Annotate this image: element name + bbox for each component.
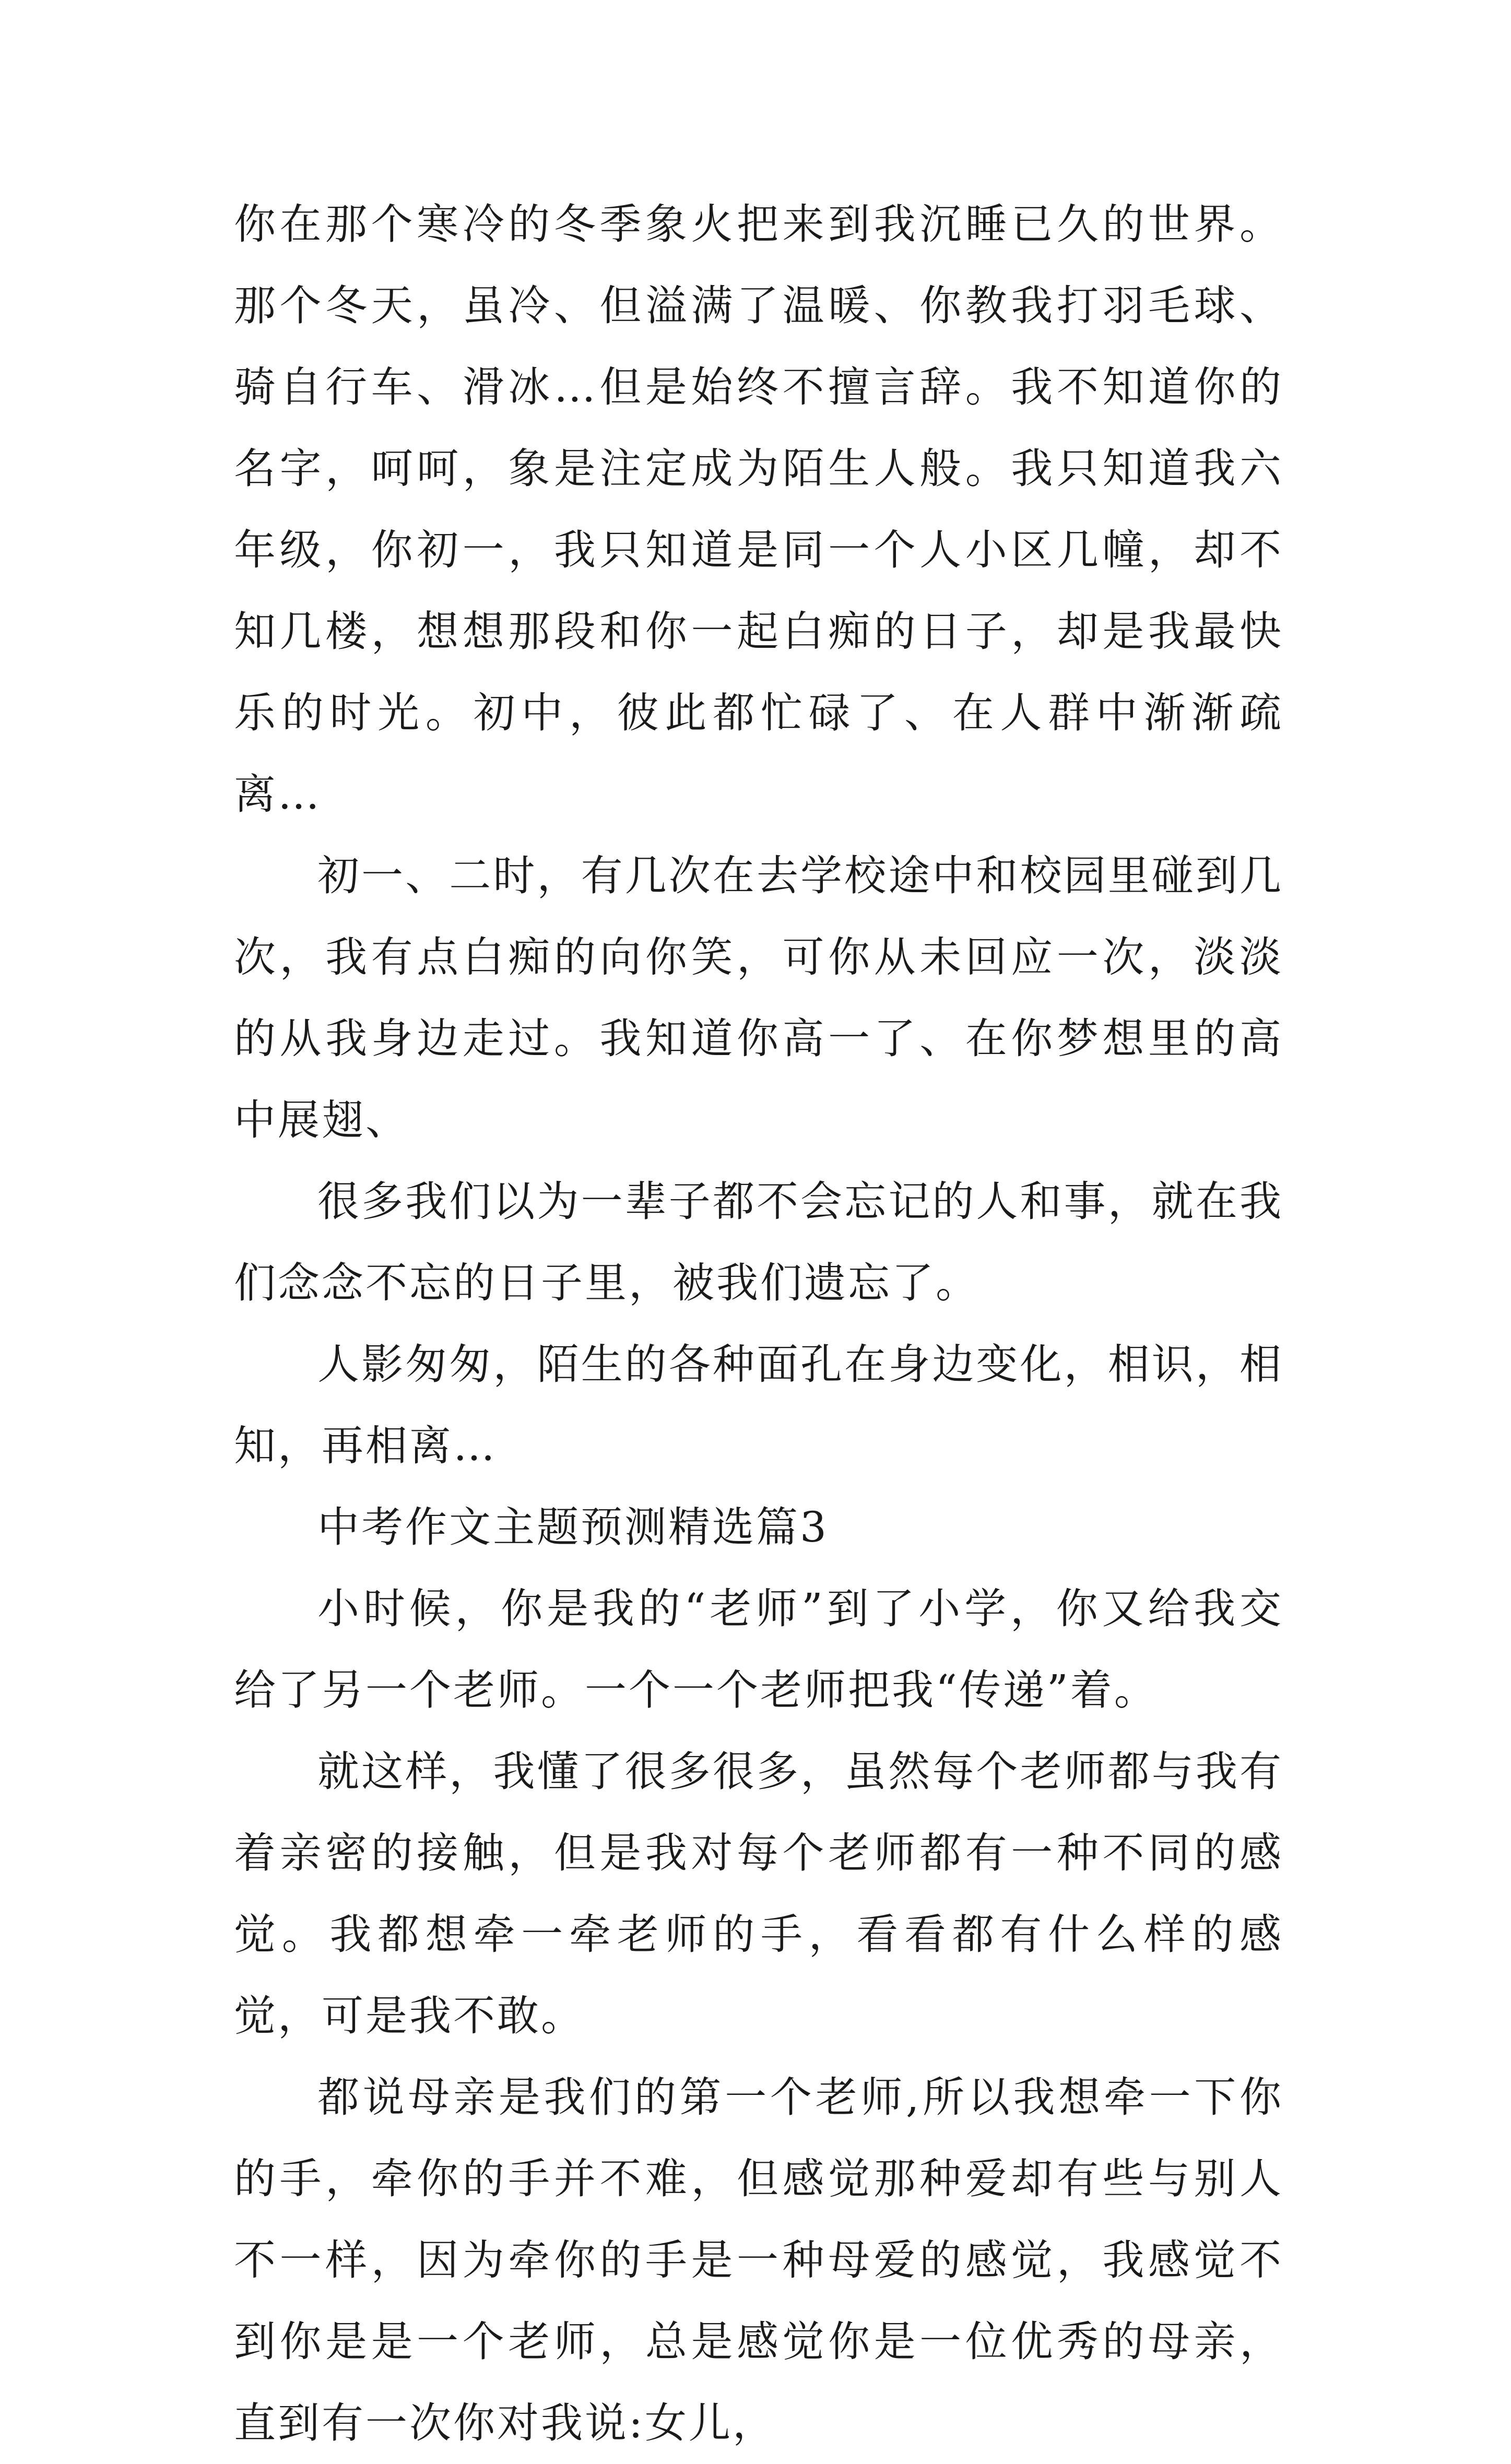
paragraph-7: 都说母亲是我们的第一个老师,所以我想牵一下你的手，牵你的手并不难，但感觉那种爱却有些与别人不一样，因为牵你的手是一种母爱的感觉，我感觉不到你是是一个老师，总是感觉你是一位优秀的母亲，直到有一次你对我说:女儿， [234,2073,1283,2447]
paragraph-4: 人影匆匆，陌生的各种面孔在身边变化，相识，相知，再相离… [234,1340,1283,1470]
paragraph-3: 很多我们以为一辈子都不会忘记的人和事，就在我们念念不忘的日子里，被我们遗忘了。 [234,1177,1283,1307]
section-heading: 中考作文主题预测精选篇3 [317,1503,829,1551]
document-page [234,184,1283,2464]
paragraph-5: 小时候，你是我的“老师”到了小学，你又给我交给了另一个老师。一个一个老师把我“传递”着。 [234,1584,1283,1714]
paragraph-6: 就这样，我懂了很多很多，虽然每个老师都与我有着亲密的接触，但是我对每个老师都有一种不同的感觉。我都想牵一牵老师的手，看看都有什么样的感觉，可是我不敢。 [234,1747,1283,2040]
paragraph-2: 初一、二时，有几次在去学校途中和校园里碰到几次，我有点白痴的向你笑，可你从未回应一次，淡淡的从我身边走过。我知道你高一了、在你梦想里的高中展翅、 [234,851,1283,1144]
paragraph-1: 你在那个寒冷的冬季象火把来到我沉睡已久的世界。那个冬天，虽冷、但溢满了温暖、你教我打羽毛球、骑自行车、滑冰…但是始终不擅言辞。我不知道你的名字，呵呵，象是注定成为陌生人般。我只知道我六年级，你初一，我只知道是同一个人小区几幢，却不知几楼，想想那段和你一起白痴的日子，却是我最快乐的时光。初中，彼此都忙碌了、在人群中渐渐疏离… [234,200,1283,819]
